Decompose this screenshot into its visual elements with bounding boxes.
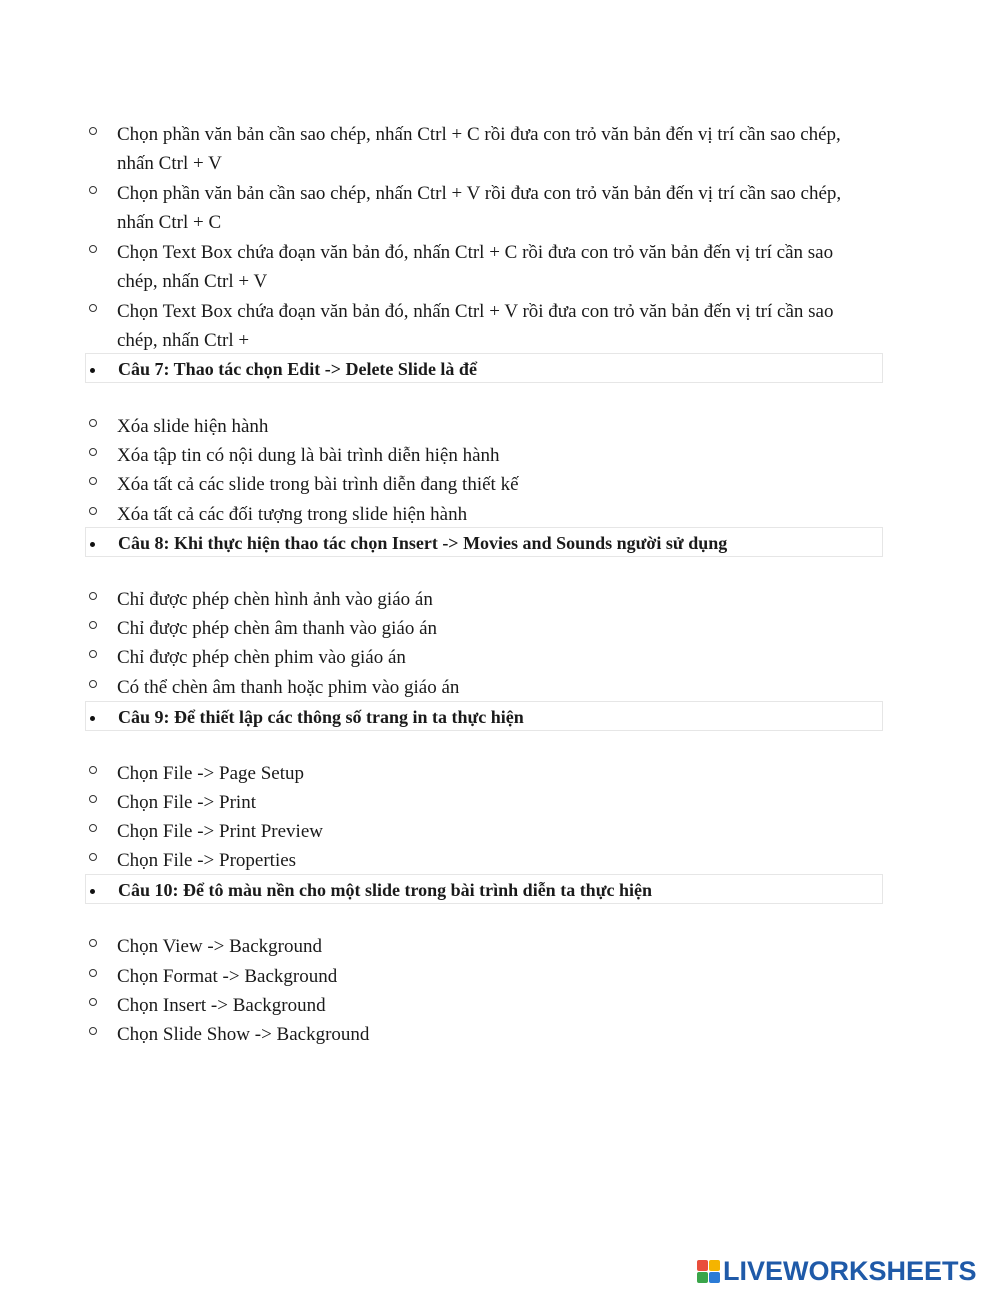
question-title: Câu 7: Thao tác chọn Edit -> Delete Slide là để xyxy=(118,359,477,379)
option-radio[interactable]: Chọn Text Box chứa đoạn văn bản đó, nhấn Ctrl + V rồi đưa con trỏ văn bản đến vị trí cần sao chép, nhấn Ctrl + xyxy=(117,297,877,355)
option-radio[interactable]: Xóa tất cả các đối tượng trong slide hiện hành xyxy=(117,500,877,529)
bullet-icon xyxy=(90,716,95,721)
option-radio[interactable]: Chọn View -> Background xyxy=(117,932,877,961)
option-radio[interactable]: Chọn Slide Show -> Background xyxy=(117,1020,877,1049)
option-radio[interactable]: Chỉ được phép chèn âm thanh vào giáo án xyxy=(117,614,877,643)
question-box xyxy=(85,353,883,383)
option-radio[interactable]: Chọn phần văn bản cần sao chép, nhấn Ctrl + C rồi đưa con trỏ văn bản đến vị trí cần sao chép, nhấn Ctrl + V xyxy=(117,120,877,178)
option-radio[interactable]: Chỉ được phép chèn phim vào giáo án xyxy=(117,643,877,672)
logo-square xyxy=(697,1260,708,1271)
question-box xyxy=(85,874,883,904)
bullet-icon xyxy=(90,368,95,373)
option-radio[interactable]: Chọn File -> Page Setup xyxy=(117,759,877,788)
logo-square xyxy=(709,1260,720,1271)
option-radio[interactable]: Chọn File -> Print xyxy=(117,788,877,817)
bullet-icon xyxy=(90,542,95,547)
logo-icon xyxy=(697,1260,720,1283)
option-radio[interactable]: Chỉ được phép chèn hình ảnh vào giáo án xyxy=(117,585,877,614)
question-title: Câu 10: Để tô màu nền cho một slide trong bài trình diễn ta thực hiện xyxy=(118,880,652,900)
option-radio[interactable]: Xóa tập tin có nội dung là bài trình diễn hiện hành xyxy=(117,441,877,470)
logo-square xyxy=(697,1272,708,1283)
option-radio[interactable]: Chọn Format -> Background xyxy=(117,962,877,991)
option-radio[interactable]: Chọn Text Box chứa đoạn văn bản đó, nhấn Ctrl + C rồi đưa con trỏ văn bản đến vị trí cần sao chép, nhấn Ctrl + V xyxy=(117,238,877,296)
question-box xyxy=(85,701,883,731)
question-title: Câu 8: Khi thực hiện thao tác chọn Insert -> Movies and Sounds người sử dụng xyxy=(118,533,728,553)
question-box xyxy=(85,527,883,557)
option-radio[interactable]: Chọn File -> Print Preview xyxy=(117,817,877,846)
option-radio[interactable]: Chọn File -> Properties xyxy=(117,846,877,875)
brand-name: LIVEWORKSHEETS xyxy=(723,1256,977,1286)
option-radio[interactable]: Chọn phần văn bản cần sao chép, nhấn Ctrl + V rồi đưa con trỏ văn bản đến vị trí cần sao chép, nhấn Ctrl + C xyxy=(117,179,877,237)
question-title: Câu 9: Để thiết lập các thông số trang in ta thực hiện xyxy=(118,707,524,727)
option-radio[interactable]: Xóa slide hiện hành xyxy=(117,412,877,441)
logo-square xyxy=(709,1272,720,1283)
bullet-icon xyxy=(90,889,95,894)
option-radio[interactable]: Có thể chèn âm thanh hoặc phim vào giáo án xyxy=(117,673,877,702)
option-radio[interactable]: Xóa tất cả các slide trong bài trình diễn đang thiết kế xyxy=(117,470,877,499)
option-radio[interactable]: Chọn Insert -> Background xyxy=(117,991,877,1020)
liveworksheets-logo[interactable] xyxy=(697,1255,977,1287)
